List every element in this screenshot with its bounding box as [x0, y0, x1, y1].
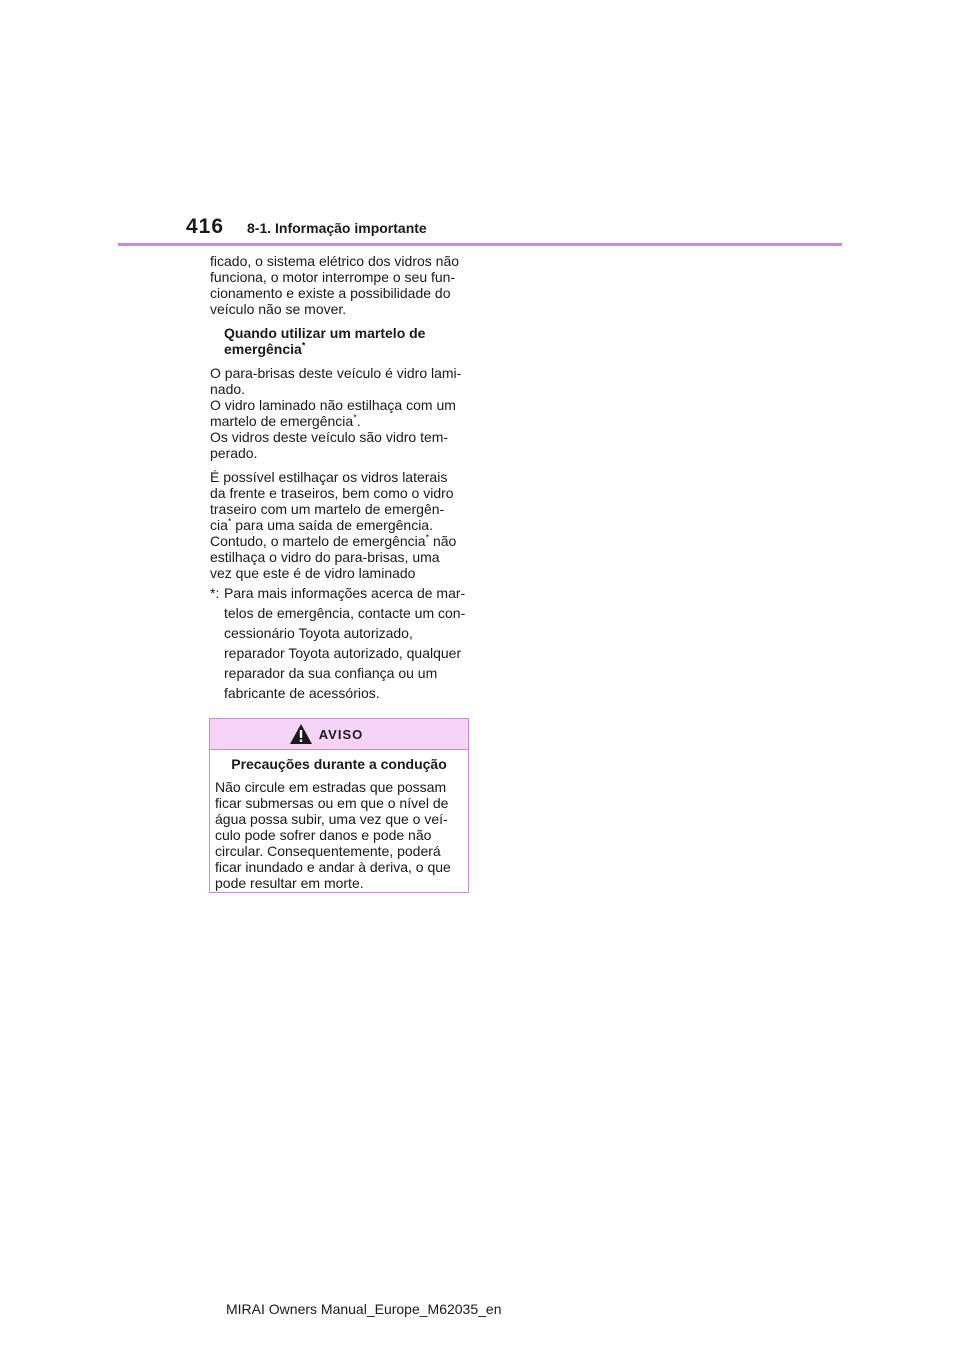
asterisk-mark: *: [301, 340, 306, 351]
page-number: 416: [186, 215, 225, 238]
asterisk-mark: *: [425, 532, 430, 543]
warning-header: [210, 719, 468, 750]
paragraph-windshield: [210, 365, 472, 461]
footer-text: MIRAI Owners Manual_Europe_M62035_en: [226, 1301, 502, 1317]
warning-triangle-icon: [289, 723, 313, 745]
subheading-text: Quando utilizar um martelo de emergência: [224, 325, 426, 357]
paragraph-side-windows-a: É possível estilhaçar os vidros laterais da frente e traseiros, bem como o vidro traseiro com um martelo de emergên- cia: [210, 469, 454, 533]
subheading-emergency-hammer: [224, 325, 472, 357]
asterisk-mark: *: [353, 412, 357, 423]
footnote: [210, 583, 472, 703]
warning-subtitle: Precauções durante a condução: [231, 756, 447, 772]
body-column: [210, 253, 472, 703]
header-rule: [118, 243, 842, 246]
paragraph-continuation: ficado, o sistema elétrico dos vidros não funciona, o motor interrompe o seu fun- cionamento e existe a possibilidade do veículo não se mover.: [210, 253, 460, 317]
paragraph-side-windows-c: não estilhaça o vidro do para-brisas, uma vez que este é de vidro laminado: [210, 533, 457, 581]
paragraph-side-windows-b: para uma saída de emergência. Contudo, o martelo de emergência: [210, 517, 433, 549]
asterisk-mark: *: [227, 516, 232, 527]
warning-box: [209, 718, 469, 893]
warning-label: AVISO: [318, 726, 364, 742]
paragraph-windshield-b: . Os vidros deste veículo são vidro tem- perado.: [210, 413, 449, 461]
paragraph-side-windows: [210, 469, 472, 581]
paragraph-windshield-a: O para-brisas deste veículo é vidro lami- nado. O vidro laminado não estilhaça com um martelo de emergência: [210, 365, 462, 429]
footnote-text: Para mais informações acerca de mar- telos de emergência, contacte um con- cessionário Toyota autorizado, reparador Toyota autorizado, qualquer reparador da sua confiança ou um fabricante de acessórios.: [224, 585, 466, 701]
footnote-mark: *:: [210, 585, 220, 601]
warning-text: Não circule em estradas que possam ficar submersas ou em que o nível de água possa subir, uma vez que o veí- culo pode sofrer danos e pode não circular. Consequentemente, poderá ficar inundado e andar à deriva, o que pode resultar em morte.: [215, 779, 451, 891]
section-title: 8-1. Informação importante: [247, 220, 427, 236]
